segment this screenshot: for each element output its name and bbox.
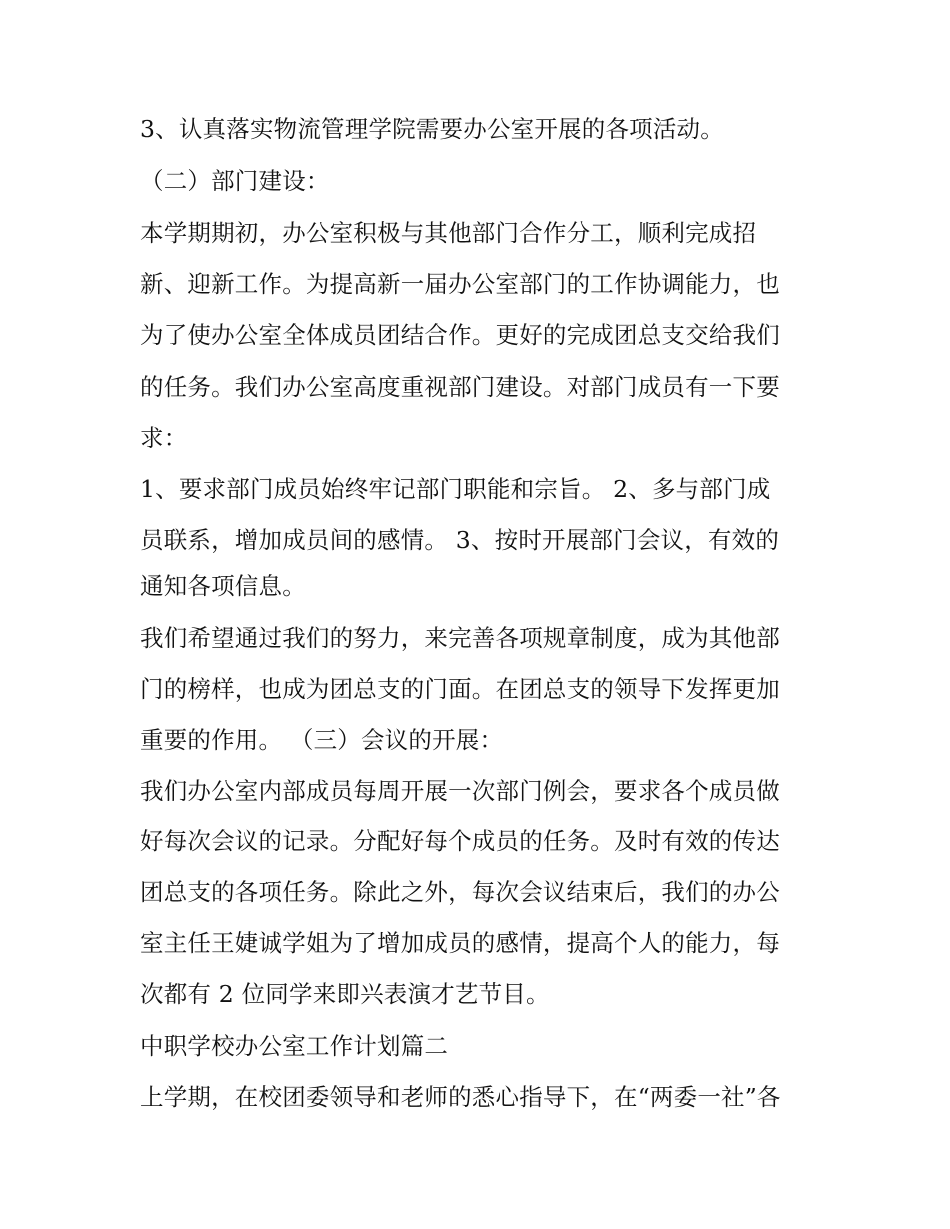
text-line: 次都有 2 位同学来即兴表演才艺节目。 bbox=[140, 980, 550, 1008]
text-line: 通知各项信息。 bbox=[140, 572, 306, 600]
text-line: 好每次会议的记录。分配好每个成员的任务。及时有效的传达 bbox=[140, 827, 780, 855]
text-line: 我们希望通过我们的努力，来完善各项规章制度，成为其他部 bbox=[140, 624, 780, 652]
text-line: 上学期，在校团委领导和老师的悉心指导下，在“两委一社”各 bbox=[140, 1083, 781, 1111]
text-line: 新、迎新工作。为提高新一届办公室部门的工作协调能力，也 bbox=[140, 270, 780, 298]
text-line: 我们办公室内部成员每周开展一次部门例会，要求各个成员做 bbox=[140, 777, 780, 805]
section-heading: （二）部门建设： bbox=[140, 167, 330, 195]
text-line: 求： bbox=[140, 424, 188, 452]
text-line: 3、认真落实物流管理学院需要办公室开展的各项活动。 bbox=[140, 115, 724, 143]
section-title: 中职学校办公室工作计划篇二 bbox=[140, 1032, 449, 1060]
text-line: 团总支的各项任务。除此之外，每次会议结束后，我们的办公 bbox=[140, 878, 780, 906]
text-line: 重要的作用。 （三）会议的开展： bbox=[140, 726, 504, 754]
text-line: 员联系，增加成员间的感情。 3、按时开展部门会议，有效的 bbox=[140, 526, 780, 554]
text-line: 为了使办公室全体成员团结合作。更好的完成团总支交给我们 bbox=[140, 321, 780, 349]
text-line: 的任务。我们办公室高度重视部门建设。对部门成员有一下要 bbox=[140, 373, 780, 401]
text-line: 门的榜样，也成为团总支的门面。在团总支的领导下发挥更加 bbox=[140, 675, 780, 703]
text-line: 本学期期初，办公室积极与其他部门合作分工，顺利完成招 bbox=[140, 219, 757, 247]
text-line: 室主任王婕诚学姐为了增加成员的感情，提高个人的能力，每 bbox=[140, 929, 780, 957]
text-line: 1、要求部门成员始终牢记部门职能和宗旨。 2、多与部门成 bbox=[140, 475, 771, 503]
